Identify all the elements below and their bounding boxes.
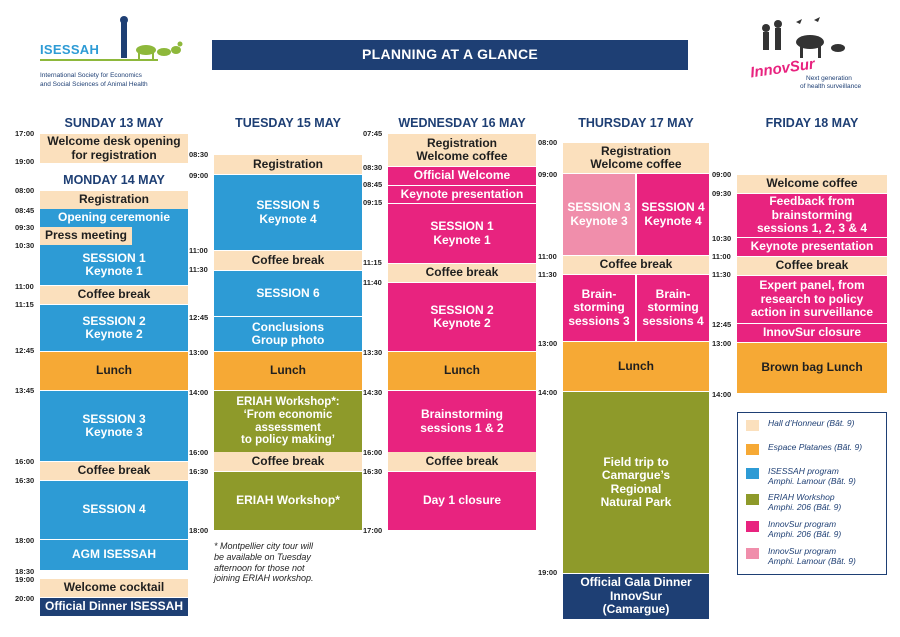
legend-swatch [746,444,759,455]
innovsur-subtitle-1: Next generation [806,75,852,82]
isessah-logo-text: ISESSAH [40,42,100,57]
schedule-block: Coffee break [563,256,709,274]
schedule-block: SESSION 4 [40,481,188,539]
schedule-block: Registration Welcome coffee [563,143,709,173]
schedule-block: Brown bag Lunch [737,343,887,393]
schedule-block: Feedback from brainstorming sessions 1, 2, 3 & 4 [737,194,887,237]
time-label: 16:30 [15,476,35,485]
time-label: 14:00 [538,388,558,397]
schedule-block: Lunch [563,342,709,391]
day-header-thursday: THURSDAY 17 MAY [578,116,694,130]
legend-label: ERIAH Workshop Amphi. 206 (Bât. 9) [768,492,842,512]
legend [737,412,887,575]
time-label: 18:00 [15,536,35,545]
time-label: 17:00 [15,129,35,138]
legend-label: InnovSur program Amphi. 206 (Bât. 9) [768,519,842,539]
legend-item [746,467,856,487]
schedule-block: Day 1 closure [388,472,536,530]
schedule-block: Registration Welcome coffee [388,134,536,166]
isessah-underline [40,59,158,61]
innovsur-logo [740,16,870,100]
isessah-logo [38,14,178,94]
schedule-block: Coffee break [214,251,362,270]
legend-swatch [746,468,759,479]
time-label: 10:30 [15,241,35,250]
schedule-block: Brainstorming sessions 1 & 2 [388,391,536,452]
time-label: 19:00 [15,157,35,166]
time-label: 16:00 [363,448,383,457]
time-label: 16:00 [189,448,209,457]
day-header-tuesday: TUESDAY 15 MAY [235,116,341,130]
schedule-block: Lunch [214,352,362,390]
time-label: 19:00 [538,568,558,577]
isessah-subtitle-1: International Society for Economics [40,72,142,79]
legend-label: ISESSAH program Amphi. Lamour (Bât. 9) [768,466,856,486]
legend-swatch [746,521,759,532]
schedule-block: SESSION 2 Keynote 2 [388,283,536,351]
time-label: 11:00 [712,252,731,261]
time-label: 11:30 [189,265,208,274]
time-label: 19:00 [15,575,35,584]
time-label: 13:00 [189,348,209,357]
legend-swatch [746,494,759,505]
time-label: 07:45 [363,129,383,138]
time-label: 08:30 [363,163,383,172]
time-label: 14:30 [363,388,383,397]
legend-item [746,520,841,540]
time-label: 11:30 [712,270,731,279]
schedule-block: SESSION 1 Keynote 1 [388,204,536,263]
schedule-block: Registration [214,155,362,174]
schedule-block: InnovSur closure [737,324,887,342]
legend-swatch [746,420,759,431]
legend-item [746,443,862,455]
time-label: 10:30 [712,234,732,243]
schedule-block: Brain- storming sessions 3 [563,275,635,341]
schedule-block: ERIAH Workshop* [214,472,362,530]
schedule-block: Conclusions Group photo [214,317,362,351]
time-label: 14:00 [189,388,209,397]
schedule-block: SESSION 2 Keynote 2 [40,305,188,351]
legend-item [746,419,854,431]
time-label: 11:15 [15,300,34,309]
time-label: 09:30 [712,189,732,198]
time-label: 16:30 [363,467,383,476]
time-label: 13:45 [15,386,35,395]
schedule-block: Official Gala Dinner InnovSur (Camargue) [563,574,709,619]
time-label: 09:30 [15,223,35,232]
day-header-friday: FRIDAY 18 MAY [765,116,859,130]
legend-item [746,493,841,513]
time-label: 09:00 [538,170,558,179]
schedule-block: Coffee break [214,452,362,471]
schedule-block: SESSION 4 Keynote 4 [637,174,709,255]
schedule-block: ERIAH Workshop*: ‘From economic assessment to policy making’ [214,391,362,452]
page-title: PLANNING AT A GLANCE [212,40,688,70]
time-label: 08:00 [538,138,558,147]
time-label: 11:00 [189,246,208,255]
schedule-block: Official Dinner ISESSAH [40,598,188,616]
time-label: 12:45 [712,320,732,329]
innovsur-logo-text: InnovSur [749,55,816,82]
day-header-wednesday: WEDNESDAY 16 MAY [398,116,526,130]
schedule-block: SESSION 3 Keynote 3 [40,391,188,461]
legend-swatch [746,548,759,559]
time-label: 11:15 [363,258,382,267]
time-label: 11:30 [538,270,557,279]
time-label: 09:00 [189,171,209,180]
time-label: 13:30 [363,348,383,357]
isessah-subtitle-2: and Social Sciences of Animal Health [40,81,148,88]
time-label: 09:15 [363,198,383,207]
time-label: 12:45 [189,313,209,322]
schedule-block: Welcome desk opening for registration [40,134,188,163]
time-label: 16:30 [189,467,209,476]
time-label: 13:00 [712,339,732,348]
time-label: 18:00 [189,526,209,535]
time-label: 17:00 [363,526,383,535]
time-label: 11:40 [363,278,382,287]
footnote: * Montpellier city tour will be available on Tuesday afternoon for those not joining ERIAH workshop. [214,541,314,584]
time-label: 18:30 [15,567,35,576]
schedule-block: Welcome coffee [737,175,887,193]
time-label: 20:00 [15,594,35,603]
schedule-block: Field trip to Camargue’s Regional Natural Park [563,392,709,573]
innovsur-subtitle-2: of health surveillance [800,83,862,90]
schedule-block: SESSION 6 [214,271,362,316]
time-label: 11:00 [15,282,34,291]
schedule-block: Coffee break [40,286,188,304]
schedule-block: SESSION 1 Keynote 1 [40,245,188,285]
schedule-block: Registration [40,191,188,209]
day-header-monday: MONDAY 14 MAY [63,173,165,187]
time-label: 08:45 [15,206,35,215]
schedule-block: Opening ceremonie [40,209,188,227]
schedule-block: SESSION 3 Keynote 3 [563,174,635,255]
legend-label: Espace Platanes (Bât. 9) [768,442,863,452]
schedule-block: Keynote presentation [737,238,887,256]
legend-item [746,547,856,567]
time-label: 14:00 [712,390,732,399]
schedule-block: AGM ISESSAH [40,540,188,570]
schedule-block: Official Welcome [388,167,536,185]
time-label: 09:00 [712,170,732,179]
schedule-block: Welcome cocktail [40,579,188,597]
time-label: 08:45 [363,180,383,189]
time-label: 08:30 [189,150,209,159]
schedule-block: Keynote presentation [388,186,536,203]
schedule-block: Coffee break [40,462,188,480]
schedule-block-extension [132,227,188,245]
time-label: 13:00 [538,339,558,348]
schedule-block: Coffee break [388,452,536,471]
schedule-block: Brain- storming sessions 4 [637,275,709,341]
time-label: 12:45 [15,346,35,355]
time-label: 08:00 [15,186,35,195]
schedule-block: Coffee break [388,264,536,282]
schedule-block: Coffee break [737,257,887,275]
time-label: 16:00 [15,457,35,466]
schedule-block: Expert panel, from research to policy action in surveillance [737,276,887,323]
schedule-block: Lunch [40,352,188,390]
day-header-sunday: SUNDAY 13 MAY [64,116,164,130]
time-label: 11:00 [538,252,557,261]
legend-label: InnovSur program Amphi. Lamour (Bât. 9) [768,546,856,566]
schedule-block: Lunch [388,352,536,390]
legend-label: Hall d’Honneur (Bât. 9) [768,418,855,428]
schedule-block: Press meeting [40,227,132,245]
schedule-block: SESSION 5 Keynote 4 [214,175,362,250]
